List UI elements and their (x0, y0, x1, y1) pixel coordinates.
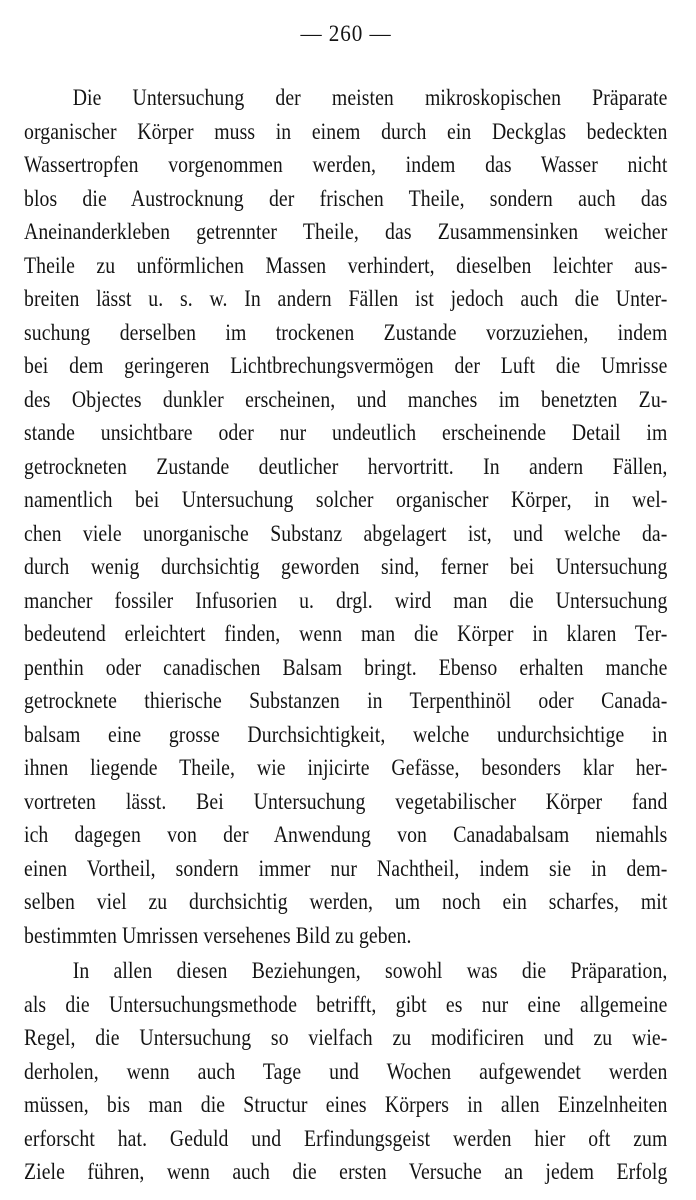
text-line: Wassertropfen vorgenommen werden, indem das Wasser nicht (24, 152, 668, 178)
text-line: Aneinanderkleben getrennter Theile, das Zusammensinken weicher (24, 219, 668, 245)
text-line: müssen, bis man die Structur eines Körpers in allen Einzelnheiten (24, 1092, 668, 1118)
text-line: ihnen liegende Theile, wie injicirte Gefässe, besonders klar her- (24, 755, 668, 781)
text-line: In allen diesen Beziehungen, sowohl was die Präparation, (72, 958, 668, 984)
text-line: Regel, die Untersuchung so vielfach zu modificiren und zu wie- (24, 1025, 668, 1051)
text-line: selben viel zu durchsichtig werden, um noch ein scharfes, mit (24, 889, 668, 915)
text-line: chen viele unorganische Substanz abgelagert ist, und welche da- (24, 520, 668, 547)
text-line: derholen, wenn auch Tage und Wochen aufgewendet werden (24, 1058, 668, 1085)
text-line: suchung derselben im trockenen Zustande vorzuziehen, indem (24, 319, 668, 346)
text-line: getrockneten Zustande deutlicher hervortritt. In andern Fällen, (24, 453, 668, 480)
text-line: durch wenig durchsichtig geworden sind, ferner bei Untersuchung (24, 554, 668, 580)
text-line: des Objectes dunkler erscheinen, und manches im benetzten Zu- (24, 386, 668, 413)
text-line: Die Untersuchung der meisten mikroskopischen Präparate (72, 85, 668, 111)
text-line: penthin oder canadischen Balsam bringt. Ebenso erhalten manche (24, 654, 668, 681)
paragraph-2 (24, 955, 668, 1190)
text-line: ich dagegen von der Anwendung von Canadabalsam niemahls (24, 822, 668, 848)
text-line: vortreten lässt. Bei Untersuchung vegetabilischer Körper fand (24, 788, 668, 815)
text-line: erforscht hat. Geduld und Erfindungsgeist werden hier oft zum (24, 1125, 668, 1152)
text-line: getrocknete thierische Substanzen in Terpenthinöl oder Canada- (24, 688, 668, 714)
text-line: Theile zu unförmlichen Massen verhindert, dieselben leichter aus- (24, 252, 668, 279)
text-line: balsam eine grosse Durchsichtigkeit, welche undurchsichtige in (24, 721, 668, 748)
paragraph-1 (24, 82, 668, 953)
text-line: mancher fossiler Infusorien u. drgl. wird man die Untersuchung (24, 587, 668, 614)
text-line: organischer Körper muss in einem durch ein Deckglas bedeckten (24, 118, 668, 145)
text-line: breiten lässt u. s. w. In andern Fällen ist jedoch auch die Unter- (24, 286, 668, 312)
text-line: bei dem geringeren Lichtbrechungsvermögen der Luft die Umrisse (24, 353, 668, 379)
page-number: — 260 — (300, 21, 392, 46)
text-line: stande unsichtbare oder nur undeutlich erscheinende Detail im (24, 420, 668, 446)
text-line: Ziele führen, wenn auch die ersten Versuche an jedem Erfolg (24, 1159, 668, 1185)
text-line: namentlich bei Untersuchung solcher organischer Körper, in wel- (24, 487, 668, 513)
text-line: als die Untersuchungsmethode betrifft, gibt es nur eine allgemeine (24, 991, 668, 1018)
text-line: bestimmten Umrissen versehenes Bild zu geben. (24, 922, 412, 949)
text-line: blos die Austrocknung der frischen Theile, sondern auch das (24, 185, 668, 212)
text-line: bedeutend erleichtert finden, wenn man die Körper in klaren Ter- (24, 621, 668, 647)
text-line: einen Vortheil, sondern immer nur Nachtheil, indem sie in dem- (24, 855, 668, 882)
